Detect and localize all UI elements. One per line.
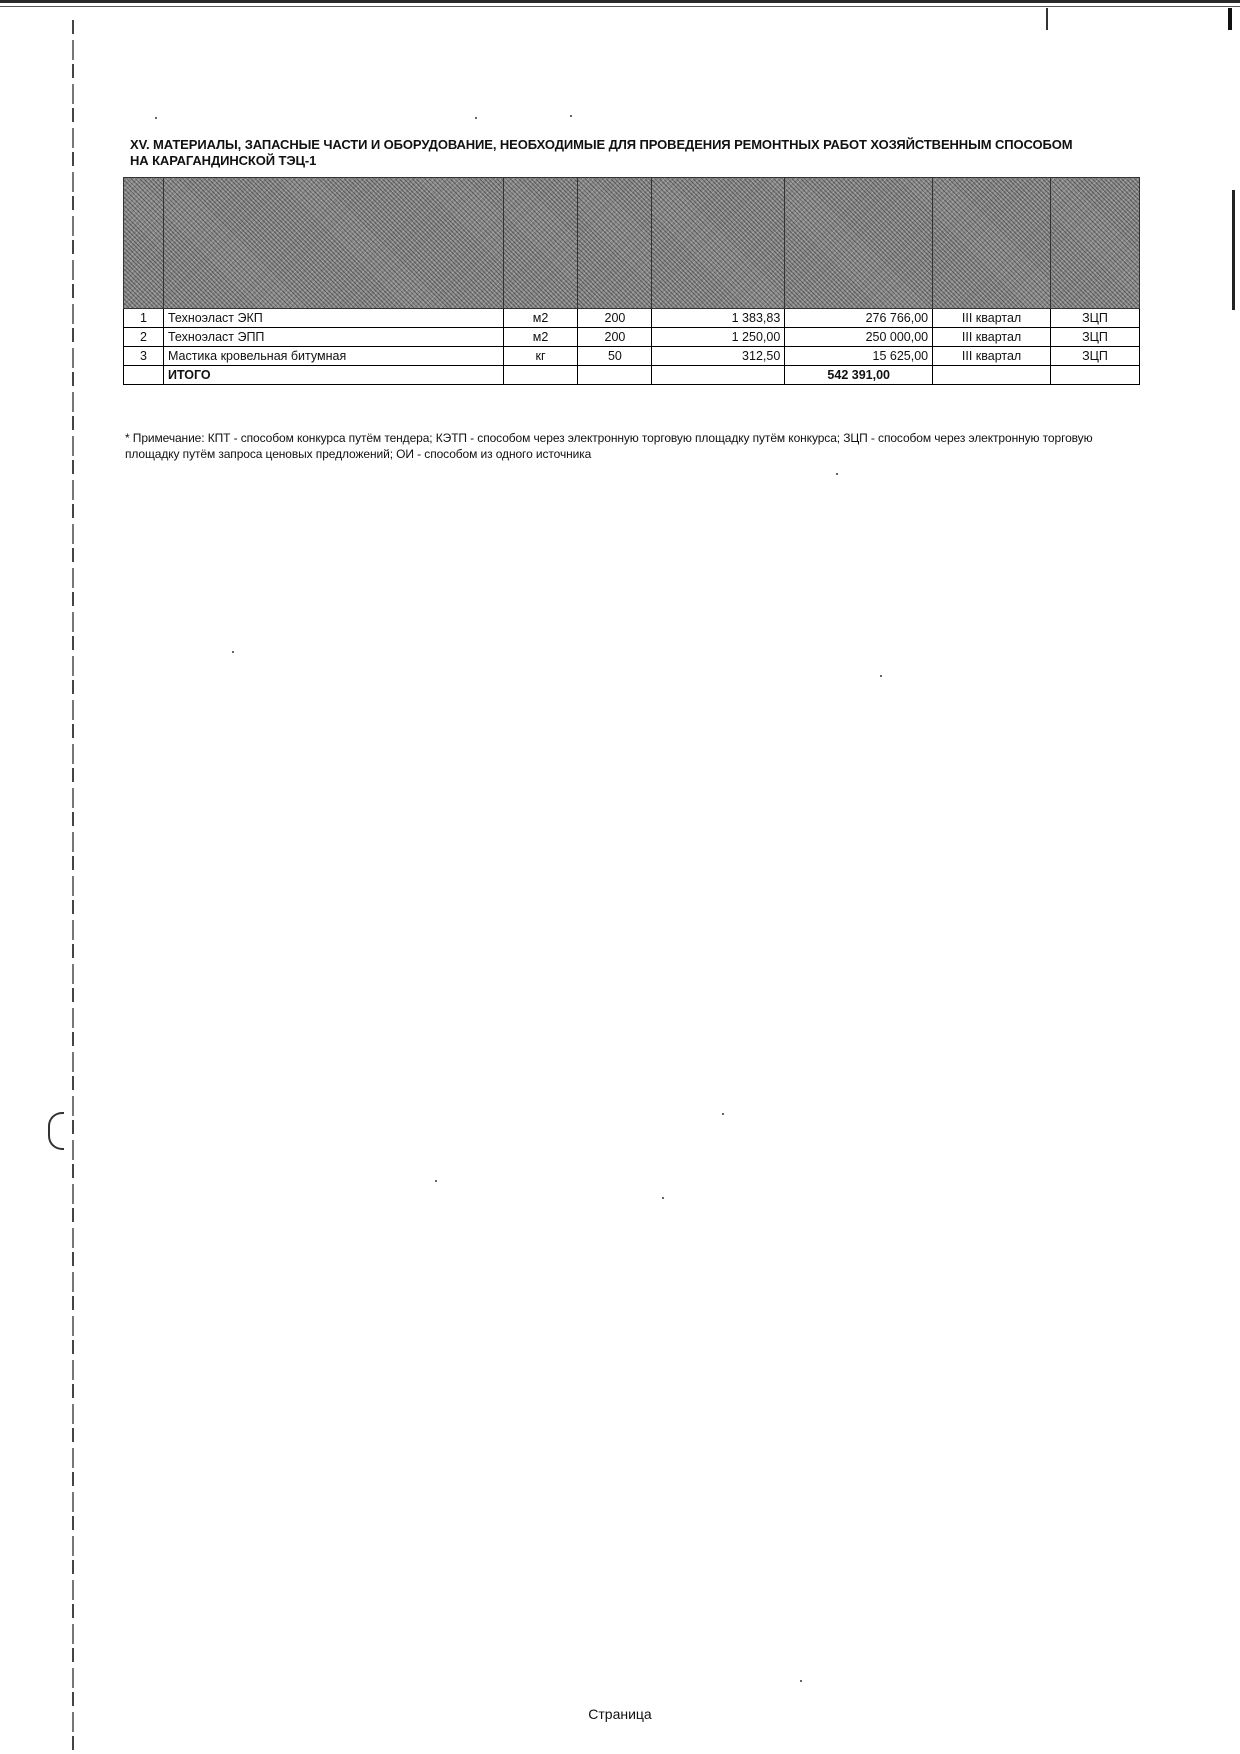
scan-mark: [1046, 8, 1048, 30]
scan-speck: [435, 1180, 437, 1182]
header-cell-obscured: [1051, 178, 1140, 309]
scan-edge-top: [0, 0, 1240, 10]
item-name: Техноэласт ЭКП: [163, 309, 503, 328]
scan-speck: [155, 117, 157, 119]
item-method: ЗЦП: [1051, 309, 1140, 328]
item-unit: м2: [503, 328, 578, 347]
header-cell-obscured: [124, 178, 164, 309]
empty-cell: [1051, 366, 1140, 385]
item-unit: кг: [503, 347, 578, 366]
item-sum: 276 766,00: [785, 309, 933, 328]
item-period: III квартал: [933, 328, 1051, 347]
item-period: III квартал: [933, 347, 1051, 366]
scan-speck: [880, 675, 882, 677]
item-price: 1 383,83: [652, 309, 785, 328]
item-unit: м2: [503, 309, 578, 328]
header-cell-obscured: [933, 178, 1051, 309]
scan-speck: [232, 651, 234, 653]
scan-speck: [800, 1680, 802, 1682]
item-sum: 15 625,00: [785, 347, 933, 366]
table-row: [124, 347, 1140, 366]
empty-cell: [652, 366, 785, 385]
scan-speck: [662, 1197, 664, 1199]
scan-speck: [836, 473, 838, 475]
header-cell-obscured: [578, 178, 652, 309]
item-quantity: 200: [578, 309, 652, 328]
footnote: * Примечание: КПТ - способом конкурса путём тендера; КЭТП - способом через электронную торговую площадку путём конкурса; ЗЦП - способом через электронную торговую площадку путём запроса ценовых предложений; ОИ - способом из одного источника: [125, 431, 1093, 461]
scan-mark-right: [1228, 8, 1232, 30]
item-name: Техноэласт ЭПП: [163, 328, 503, 347]
row-number: 3: [124, 347, 164, 366]
item-sum: 250 000,00: [785, 328, 933, 347]
page-footer: Страница: [588, 1706, 652, 1722]
table-header-row-obscured: [124, 178, 1140, 309]
header-cell-obscured: [785, 178, 933, 309]
empty-cell: [503, 366, 578, 385]
table-row: [124, 309, 1140, 328]
item-quantity: 200: [578, 328, 652, 347]
item-price: 1 250,00: [652, 328, 785, 347]
item-name: Мастика кровельная битумная: [163, 347, 503, 366]
materials-table: [123, 177, 1140, 385]
scan-speck: [570, 115, 572, 117]
item-quantity: 50: [578, 347, 652, 366]
total-sum: 542 391,00: [785, 366, 933, 385]
item-period: III квартал: [933, 309, 1051, 328]
item-price: 312,50: [652, 347, 785, 366]
header-cell-obscured: [163, 178, 503, 309]
section-title: XV. МАТЕРИАЛЫ, ЗАПАСНЫЕ ЧАСТИ И ОБОРУДОВАНИЕ, НЕОБХОДИМЫЕ ДЛЯ ПРОВЕДЕНИЯ РЕМОНТНЫХ РАБОТ ХОЗЯЙСТВЕННЫМ СПОСОБОМ НА КАРАГАНДИНСКОЙ ТЭЦ-1: [130, 137, 1073, 168]
scan-edge-right: [1232, 190, 1235, 310]
scan-speck: [722, 1113, 724, 1115]
empty-cell: [933, 366, 1051, 385]
header-cell-obscured: [652, 178, 785, 309]
empty-cell: [578, 366, 652, 385]
row-number: 2: [124, 328, 164, 347]
binding-margin-line: [72, 20, 74, 1750]
table-row: [124, 328, 1140, 347]
header-cell-obscured: [503, 178, 578, 309]
punch-hole-mark: [48, 1112, 64, 1150]
total-label: ИТОГО: [163, 366, 503, 385]
scan-speck: [475, 117, 477, 119]
item-method: ЗЦП: [1051, 347, 1140, 366]
table-total-row: [124, 366, 1140, 385]
row-number: 1: [124, 309, 164, 328]
item-method: ЗЦП: [1051, 328, 1140, 347]
empty-cell: [124, 366, 164, 385]
